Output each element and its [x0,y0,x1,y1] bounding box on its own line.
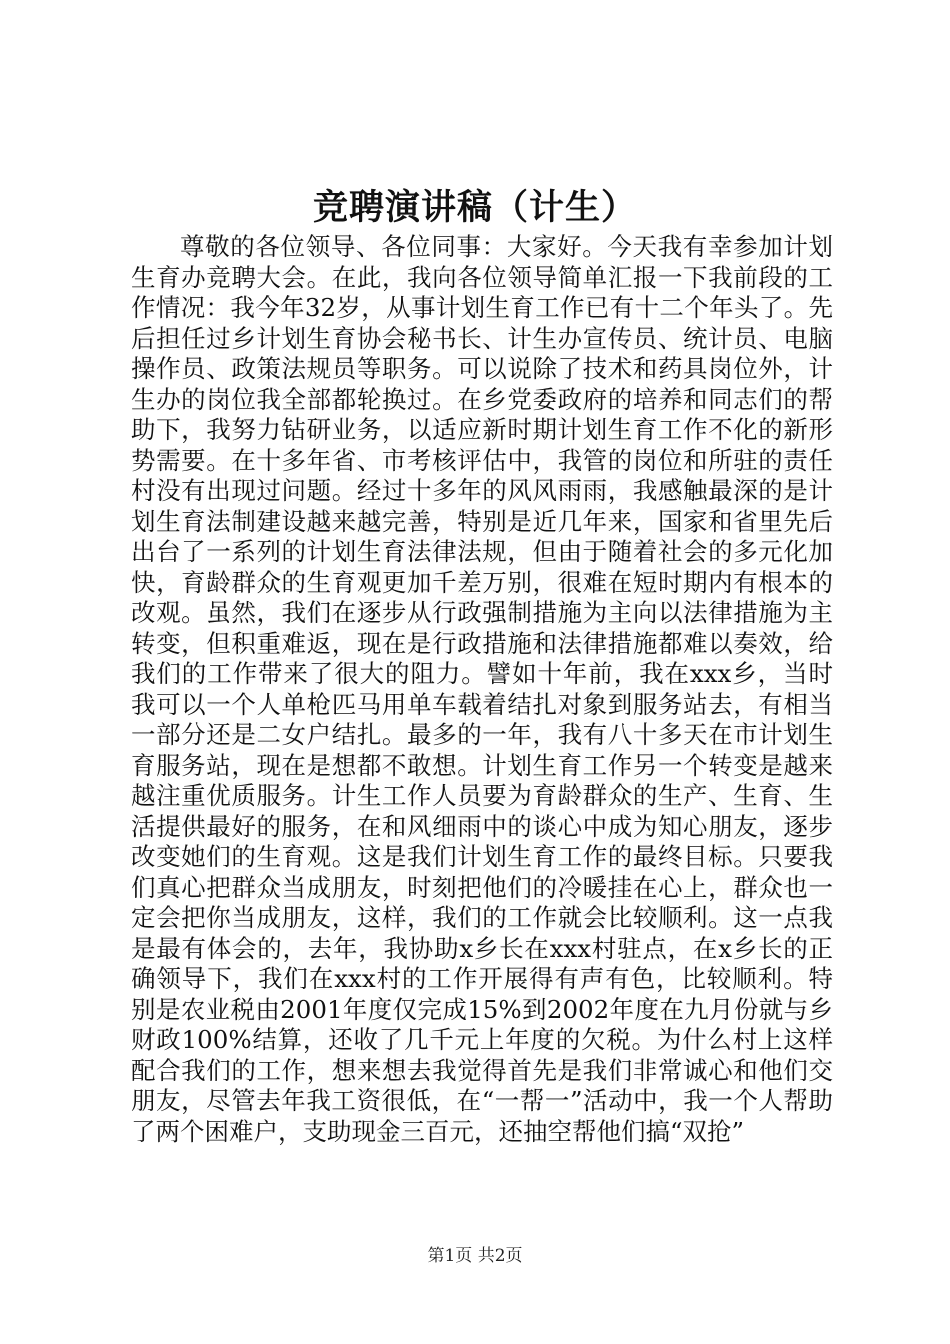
body-paragraph: 尊敬的各位领导、各位同事：大家好。今天我有幸参加计划生育办竞聘大会。在此，我向各位领导简单汇报一下我前段的工作情况：我今年32岁，从事计划生育工作已有十二个年头了。先后担任过乡计划生育协会秘书长、计生办宣传员、统计员、电脑操作员、政策法规员等职务。可以说除了技术和药具岗位外，计生办的岗位我全部都轮换过。在乡党委政府的培养和同志们的帮助下，我努力钻研业务，以适应新时期计划生育工作不化的新形势需要。在十多年省、市考核评估中，我管的岗位和所驻的责任村没有出现过问题。经过十多年的风风雨雨，我感触最深的是计划生育法制建设越来越完善，特别是近几年来，国家和省里先后出台了一系列的计划生育法律法规，但由于随着社会的多元化加快，育龄群众的生育观更加千差万别，很难在短时期内有根本的改观。虽然，我们在逐步从行政强制措施为主向以法律措施为主转变，但积重难返，现在是行政措施和法律措施都难以奏效，给我们的工作带来了很大的阻力。譬如十年前，我在xxx乡，当时我可以一个人单枪匹马用单车载着结扎对象到服务站去，有相当一部分还是二女户结扎。最多的一年，我有八十多天在市计划生育服务站，现在是想都不敢想。计划生育工作另一个转变是越来越注重优质服务。计生工作人员要为育龄群众的生产、生育、生活提供最好的服务，在和风细雨中的谈心中成为知心朋友，逐步改变她们的生育观。这是我们计划生育工作的最终目标。只要我们真心把群众当成朋友，时刻把他们的冷暖挂在心上，群众也一定会把你当成朋友，这样，我们的工作就会比较顺利。这一点我是最有体会的，去年，我协助x乡长在xxx村驻点，在x乡长的正确领导下，我们在xxx村的工作开展得有声有色，比较顺利。特别是农业税由2001年度仅完成15%到2002年度在九月份就与乡财政100%结算，还收了几千元上年度的欠税。为什么村上这样配合我们的工作，想来想去我觉得首先是我们非常诚心和他们交朋友，尽管去年我工资很低，在“一帮一”活动中，我一个人帮助了两个困难户，支助现金三百元，还抽空帮他们搞“双抢” [131,232,833,1146]
document-title: 竞聘演讲稿（计生） [312,187,637,228]
page-footer: 第1页 共2页 [427,1246,523,1266]
